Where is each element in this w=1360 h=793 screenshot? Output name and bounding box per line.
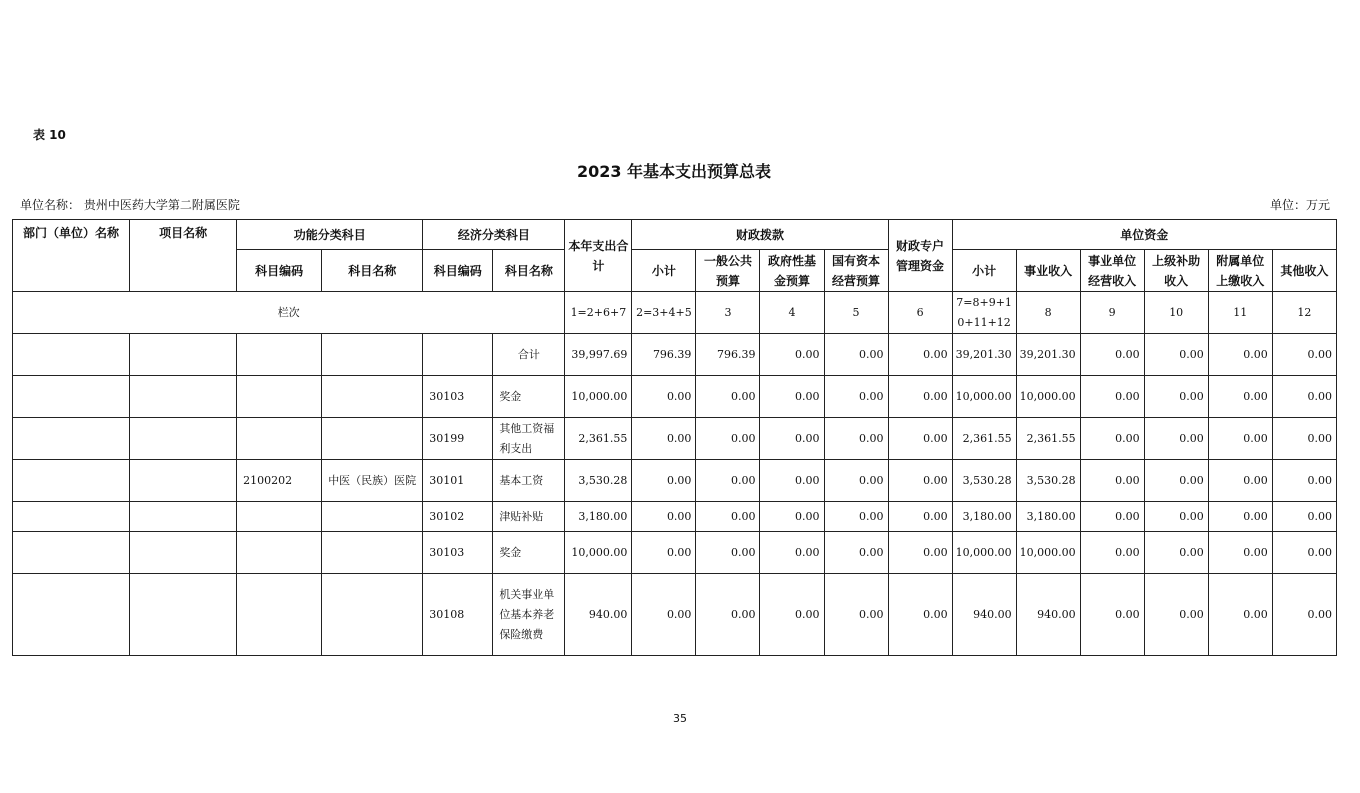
- cell-value: 796.39: [696, 334, 760, 376]
- header-total: 本年支出合计: [565, 220, 632, 292]
- cell-project: [130, 574, 237, 656]
- cell-dept: [13, 460, 130, 502]
- cell-value: 3,530.28: [952, 460, 1016, 502]
- unit-label: 单位：万元: [1269, 198, 1330, 212]
- table-row: [13, 532, 1337, 574]
- cell-value: 0.00: [1144, 502, 1208, 532]
- cell-econ-code: 30108: [423, 574, 493, 656]
- cell-value: 3,180.00: [952, 502, 1016, 532]
- table-row: [13, 418, 1337, 460]
- cell-value: 0.00: [888, 460, 952, 502]
- column-index-cell: 2=3+4+5: [632, 292, 696, 334]
- cell-value: 0.00: [1272, 418, 1336, 460]
- header-unit-group: 单位资金: [952, 220, 1336, 250]
- column-index-cell: 5: [824, 292, 888, 334]
- cell-value: 0.00: [824, 532, 888, 574]
- cell-value: 0.00: [1272, 460, 1336, 502]
- cell-econ-code: 30199: [423, 418, 493, 460]
- table-body: [13, 334, 1337, 656]
- cell-func-code: [237, 502, 322, 532]
- cell-value: 0.00: [1080, 574, 1144, 656]
- cell-value: 0.00: [1208, 532, 1272, 574]
- cell-value: 0.00: [1208, 418, 1272, 460]
- cell-func-code: [237, 532, 322, 574]
- cell-value: 0.00: [760, 376, 824, 418]
- cell-value: 3,180.00: [565, 502, 632, 532]
- cell-func-name: [322, 334, 423, 376]
- cell-value: 0.00: [760, 532, 824, 574]
- cell-value: 0.00: [824, 574, 888, 656]
- table-row: [13, 574, 1337, 656]
- cell-value: 3,530.28: [565, 460, 632, 502]
- cell-dept: [13, 418, 130, 460]
- cell-value: 0.00: [824, 376, 888, 418]
- cell-econ-code: 30102: [423, 502, 493, 532]
- cell-func-name: 中医（民族）医院: [322, 460, 423, 502]
- cell-value: 2,361.55: [1016, 418, 1080, 460]
- cell-value: 10,000.00: [565, 376, 632, 418]
- cell-value: 0.00: [760, 502, 824, 532]
- cell-func-name: [322, 574, 423, 656]
- cell-dept: [13, 532, 130, 574]
- cell-value: 0.00: [1272, 376, 1336, 418]
- header-func-code: 科目编码: [237, 250, 322, 292]
- table-row: [13, 502, 1337, 532]
- cell-project: [130, 334, 237, 376]
- cell-value: 0.00: [1208, 376, 1272, 418]
- cell-value: 10,000.00: [952, 532, 1016, 574]
- column-index-cell: 6: [888, 292, 952, 334]
- header-fiscal-group: 财政拨款: [632, 220, 888, 250]
- cell-value: 0.00: [888, 418, 952, 460]
- cell-value: 0.00: [888, 574, 952, 656]
- cell-func-name: [322, 418, 423, 460]
- cell-value: 0.00: [696, 460, 760, 502]
- cell-func-code: 2100202: [237, 460, 322, 502]
- column-index-cell: 10: [1144, 292, 1208, 334]
- cell-value: 0.00: [1208, 574, 1272, 656]
- cell-value: 0.00: [760, 418, 824, 460]
- budget-table: [12, 219, 1337, 656]
- column-index-cell: 7=8+9+10+11+12: [952, 292, 1016, 334]
- cell-value: 796.39: [632, 334, 696, 376]
- cell-value: 0.00: [760, 460, 824, 502]
- cell-project: [130, 502, 237, 532]
- cell-econ-code: 30103: [423, 532, 493, 574]
- cell-value: 0.00: [696, 418, 760, 460]
- cell-value: 0.00: [1208, 502, 1272, 532]
- cell-value: 0.00: [824, 460, 888, 502]
- cell-value: 0.00: [1272, 532, 1336, 574]
- cell-value: 0.00: [1080, 532, 1144, 574]
- cell-func-name: [322, 532, 423, 574]
- cell-econ-name: 合计: [493, 334, 565, 376]
- header-operating-income: 事业单位经营收入: [1080, 250, 1144, 292]
- cell-econ-name: 奖金: [493, 376, 565, 418]
- cell-value: 0.00: [632, 460, 696, 502]
- cell-value: 0.00: [632, 574, 696, 656]
- header-business-income: 事业收入: [1016, 250, 1080, 292]
- header-dept: 部门（单位）名称: [13, 220, 130, 292]
- cell-value: 0.00: [1144, 376, 1208, 418]
- cell-value: 940.00: [565, 574, 632, 656]
- unit-name: [20, 196, 240, 213]
- column-index-cell: 4: [760, 292, 824, 334]
- cell-value: 0.00: [1208, 334, 1272, 376]
- cell-value: 2,361.55: [952, 418, 1016, 460]
- cell-func-code: [237, 574, 322, 656]
- cell-dept: [13, 334, 130, 376]
- header-econ-name: 科目名称: [493, 250, 565, 292]
- header-gov-fund: 政府性基金预算: [760, 250, 824, 292]
- table-row: [13, 460, 1337, 502]
- header-general-budget: 一般公共预算: [696, 250, 760, 292]
- cell-value: 940.00: [1016, 574, 1080, 656]
- column-index-cell: 11: [1208, 292, 1272, 334]
- cell-value: 0.00: [1080, 418, 1144, 460]
- header-func-group: 功能分类科目: [237, 220, 423, 250]
- cell-func-name: [322, 376, 423, 418]
- cell-econ-code: [423, 334, 493, 376]
- cell-project: [130, 532, 237, 574]
- header-special-mgmt: 财政专户管理资金: [888, 220, 952, 292]
- cell-value: 0.00: [1144, 418, 1208, 460]
- cell-value: 0.00: [632, 418, 696, 460]
- column-index-cell: 8: [1016, 292, 1080, 334]
- column-index-cell: 12: [1272, 292, 1336, 334]
- header-unit-subtotal: 小计: [952, 250, 1016, 292]
- cell-econ-name: 机关事业单位基本养老保险缴费: [493, 574, 565, 656]
- cell-value: 940.00: [952, 574, 1016, 656]
- cell-value: 10,000.00: [1016, 532, 1080, 574]
- header-state-capital: 国有资本经营预算: [824, 250, 888, 292]
- column-index-row: [13, 292, 1337, 334]
- cell-value: 0.00: [760, 334, 824, 376]
- cell-value: 0.00: [888, 334, 952, 376]
- cell-value: 0.00: [1080, 460, 1144, 502]
- cell-value: 0.00: [888, 376, 952, 418]
- cell-value: 39,201.30: [1016, 334, 1080, 376]
- cell-func-code: [237, 334, 322, 376]
- cell-value: 0.00: [1144, 334, 1208, 376]
- header-other-income: 其他收入: [1272, 250, 1336, 292]
- cell-value: 0.00: [1080, 376, 1144, 418]
- cell-value: 0.00: [632, 502, 696, 532]
- column-index-label: 栏次: [13, 292, 565, 334]
- cell-econ-code: 30101: [423, 460, 493, 502]
- cell-value: 10,000.00: [565, 532, 632, 574]
- cell-func-code: [237, 418, 322, 460]
- cell-project: [130, 418, 237, 460]
- cell-value: 0.00: [824, 334, 888, 376]
- cell-value: 0.00: [1208, 460, 1272, 502]
- cell-dept: [13, 376, 130, 418]
- cell-econ-name: 奖金: [493, 532, 565, 574]
- cell-value: 0.00: [696, 574, 760, 656]
- cell-econ-name: 基本工资: [493, 460, 565, 502]
- cell-value: 0.00: [696, 532, 760, 574]
- header-fiscal-subtotal: 小计: [632, 250, 696, 292]
- cell-value: 0.00: [1144, 460, 1208, 502]
- header-econ-group: 经济分类科目: [423, 220, 565, 250]
- unit-name-label: 单位名称：: [20, 198, 81, 212]
- cell-value: 0.00: [1144, 574, 1208, 656]
- column-index-cell: 1=2+6+7: [565, 292, 632, 334]
- cell-project: [130, 376, 237, 418]
- table-row: [13, 334, 1337, 376]
- header-func-name: 科目名称: [322, 250, 423, 292]
- cell-value: 0.00: [824, 502, 888, 532]
- cell-value: 10,000.00: [1016, 376, 1080, 418]
- header-project: 项目名称: [130, 220, 237, 292]
- cell-value: 0.00: [1080, 502, 1144, 532]
- cell-value: 0.00: [1272, 502, 1336, 532]
- cell-value: 0.00: [1144, 532, 1208, 574]
- cell-func-name: [322, 502, 423, 532]
- cell-value: 0.00: [888, 532, 952, 574]
- cell-func-code: [237, 376, 322, 418]
- cell-dept: [13, 502, 130, 532]
- cell-value: 3,530.28: [1016, 460, 1080, 502]
- unit-name-value: 贵州中医药大学第二附属医院: [83, 198, 240, 212]
- cell-value: 39,201.30: [952, 334, 1016, 376]
- cell-value: 0.00: [824, 418, 888, 460]
- cell-econ-name: 津贴补贴: [493, 502, 565, 532]
- cell-value: 0.00: [760, 574, 824, 656]
- cell-econ-code: 30103: [423, 376, 493, 418]
- cell-value: 39,997.69: [565, 334, 632, 376]
- page-number: 35: [673, 712, 687, 725]
- page-title: 2023 年基本支出预算总表: [576, 162, 772, 181]
- header-econ-code: 科目编码: [423, 250, 493, 292]
- cell-value: 3,180.00: [1016, 502, 1080, 532]
- cell-value: 0.00: [696, 376, 760, 418]
- table-row: [13, 376, 1337, 418]
- cell-value: 0.00: [632, 376, 696, 418]
- column-index-cell: 9: [1080, 292, 1144, 334]
- header-superior-subsidy: 上级补助收入: [1144, 250, 1208, 292]
- cell-value: 10,000.00: [952, 376, 1016, 418]
- column-index-cell: 3: [696, 292, 760, 334]
- cell-project: [130, 460, 237, 502]
- cell-econ-name: 其他工资福利支出: [493, 418, 565, 460]
- cell-value: 0.00: [1272, 334, 1336, 376]
- cell-value: 0.00: [1080, 334, 1144, 376]
- cell-value: 0.00: [888, 502, 952, 532]
- table-tag: 表 10: [33, 128, 66, 142]
- cell-dept: [13, 574, 130, 656]
- cell-value: 0.00: [696, 502, 760, 532]
- cell-value: 2,361.55: [565, 418, 632, 460]
- cell-value: 0.00: [632, 532, 696, 574]
- cell-value: 0.00: [1272, 574, 1336, 656]
- header-affiliated-income: 附属单位上缴收入: [1208, 250, 1272, 292]
